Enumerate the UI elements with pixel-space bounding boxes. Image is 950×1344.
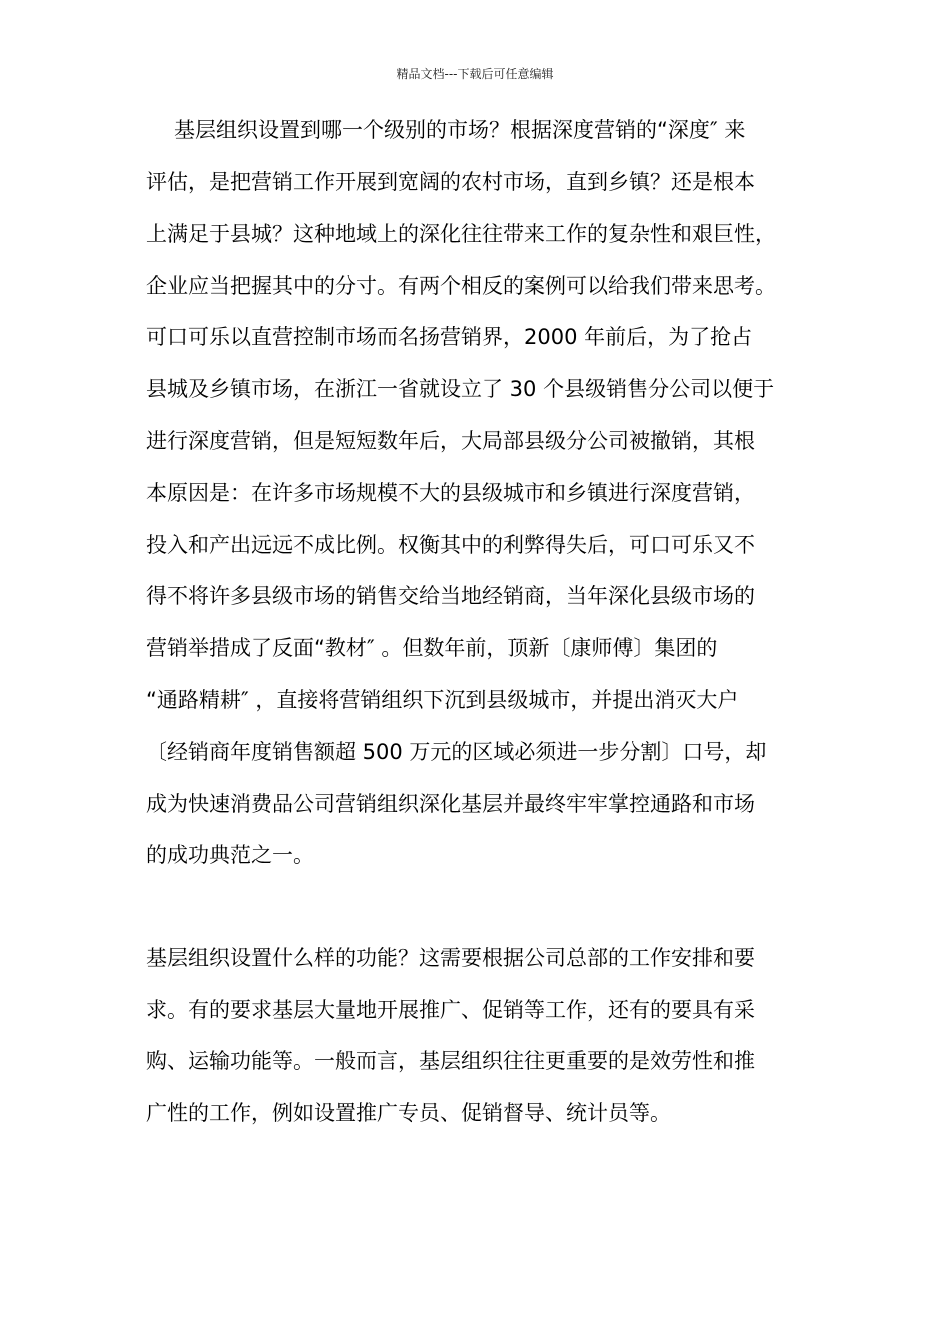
text-line: 上满足于县城？这种地域上的深化往往带来工作的复杂性和艰巨性， [146,222,776,246]
text-line: 基层组织设置什么样的功能？这需要根据公司总部的工作安排和要 [146,946,755,970]
text-line: 得不将许多县级市场的销售交给当地经销商，当年深化县级市场的 [146,584,755,608]
page-header: 精品文档---下载后可任意编辑 [396,67,554,81]
text-line: 评估，是把营销工作开展到宽阔的农村市场，直到乡镇？还是根本 [146,170,755,194]
text-line: 县城及乡镇市场，在浙江一省就设立了 30 个县级销售分公司以便于 [146,377,775,401]
text-line: 进行深度营销，但是短短数年后，大局部县级分公司被撤销，其根 [146,429,755,453]
text-line: 〔经销商年度销售额超 500 万元的区域必须进一步分割〕口号，却 [146,740,767,764]
text-line: 营销举措成了反面“教材″ 。但数年前，顶新〔康师傅〕集团的 [146,636,718,660]
text-line: 求。有的要求基层大量地开展推广、促销等工作，还有的要具有采 [146,998,755,1022]
text-line: 广性的工作，例如设置推广专员、促销督导、统计员等。 [146,1101,671,1125]
text-line: 本原因是：在许多市场规模不大的县级城市和乡镇进行深度营销， [146,481,755,505]
text-line: 成为快速消费品公司营销组织深化基层并最终牢牢掌控通路和市场 [146,792,755,816]
text-line: 基层组织设置到哪一个级别的市场？根据深度营销的“深度″ 来 [174,118,746,142]
text-line: 购、运输功能等。一般而言，基层组织往往更重要的是效劳性和推 [146,1049,755,1073]
text-line: 的成功典范之一。 [146,843,314,867]
text-line: “通路精耕″ ，直接将营销组织下沉到县级城市，并提出消灭大户 [146,688,739,712]
text-line: 可口可乐以直营控制市场而名扬营销界，2000 年前后，为了抢占 [146,325,753,349]
text-line: 企业应当把握其中的分寸。有两个相反的案例可以给我们带来思考。 [146,274,776,298]
text-line: 投入和产出远远不成比例。权衡其中的利弊得失后，可口可乐又不 [146,533,755,557]
